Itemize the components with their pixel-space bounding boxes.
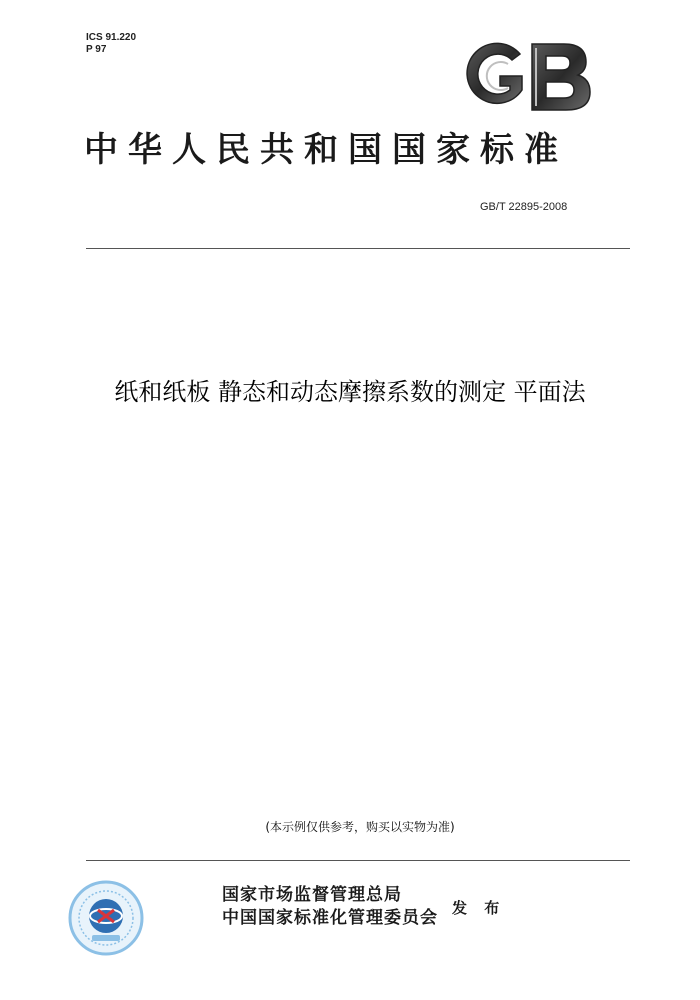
gb-logo — [460, 38, 592, 114]
document-title: 纸和纸板 静态和动态摩擦系数的测定 平面法 — [114, 378, 586, 406]
classification-codes — [86, 32, 136, 56]
sample-note: (本示例仅供参考，购买以实物为准) — [265, 820, 455, 834]
bottom-divider — [86, 860, 630, 861]
ics-code: ICS 91.220 — [86, 32, 137, 43]
ccs-code: P 97 — [86, 44, 107, 55]
standard-number: GB/T 22895-2008 — [480, 201, 568, 213]
main-title: 中华人民共和国国家标准 — [84, 130, 568, 170]
issuing-authorities — [222, 884, 438, 930]
publish-label: 发 布 — [452, 899, 506, 917]
issuer-sac: 中国国家标准化管理委员会 — [222, 908, 438, 928]
issuer-samr: 国家市场监督管理总局 — [222, 885, 402, 905]
certification-seal-icon — [68, 880, 144, 956]
top-divider — [86, 248, 630, 249]
